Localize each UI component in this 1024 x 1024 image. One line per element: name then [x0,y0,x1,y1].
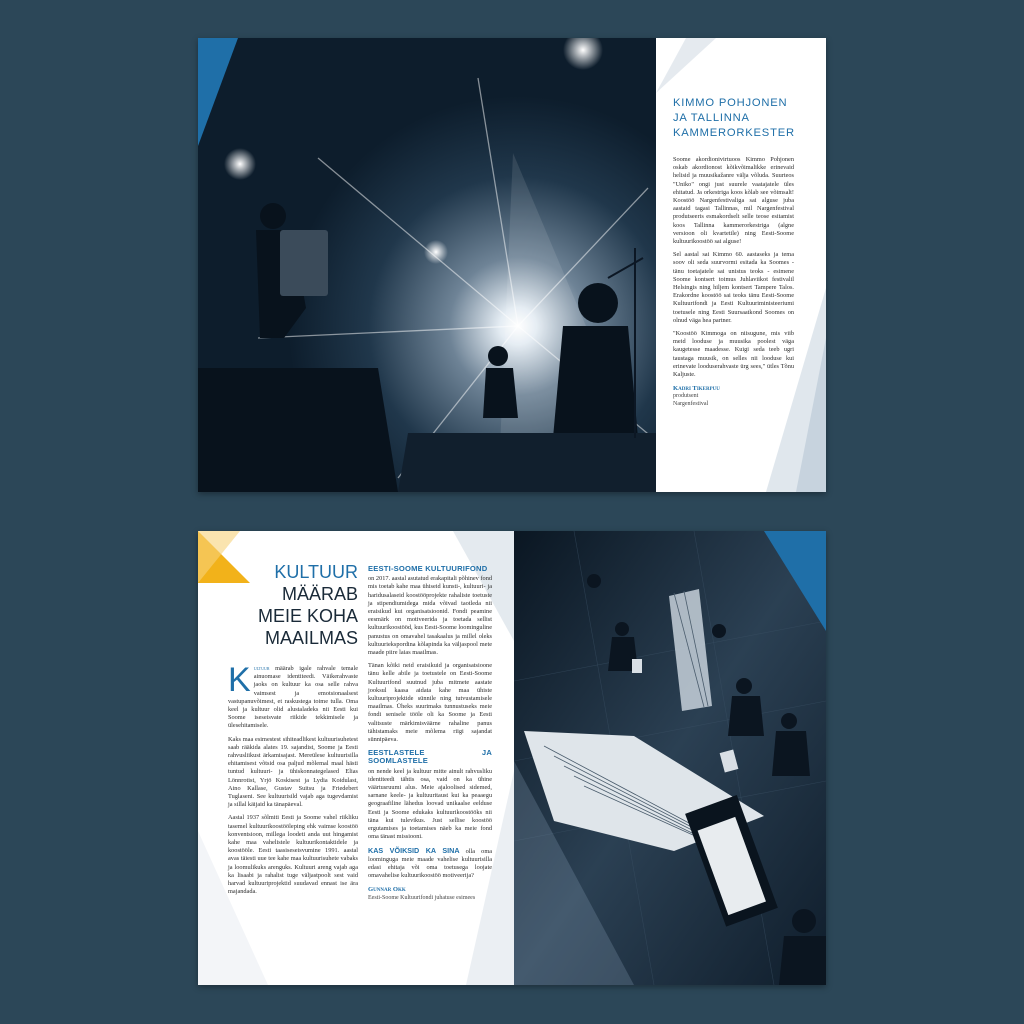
estonians-finns-paragraph: on nende keel ja kultuur mitte ainult rahvusliku identiteedi tähtis osa, vaid on ka ühine väärtusruumi alus. Meie ajaloolised sidemed, sarnane keele- ja kultuuritaust kui ka peaaegu geograafiline lähedus loovad unikaalse eelduse Eesti ja Soome edukaks kultuurikoostööks nii täna kui tulevikus. Just sellise koostöö ergutamises ja toetamises näeb ka meie fond oma tänast missiooni. [368,767,492,841]
title-line-1: KIMMO POHJONEN [673,97,788,109]
title-line-3: MEIE KOHA [257,606,358,626]
intro-column [228,661,358,901]
paragraph-1: määrab igale rahvale temale ainuomase identiteedi. Väikerahvaste jaoks on kultuur ka osa selle rahva vaimsest ja emotsionaalsest vastupanuvõimest, et raskustega toime tulla. Oma keel ja kultuur olid alustaladeks nii Eesti kui Soome iseseisvate riikide tekkimisele ja ülesehitamisele. [228,665,358,730]
article-body [673,156,794,408]
title-line-2: MÄÄRAB [281,584,358,604]
signature-name: Gunnar Okk [368,886,406,894]
paragraph-3: "Koostöö Kimmoga on niisugune, mis viib meid looduse ja muusika poolest väga kaugetesse maadesse. Kuigi seda teeb ugri taustaga muusik, on selles nii looduse kui erinevate looduserahvaste ürg sees," ütles Tõnu Kaljuste. [673,330,794,379]
fund-paragraph-2: Tänan kõiki neid eraisikuid ja organisatsioone tänu kelle abile ja toetustele on Eesti-Soome Kultuurifond suutnud juba mitmete aastate jooksul kaasa aidata kahe maa ühiste kultuuriprojektide sünnile ning tutvustamisele maailmas. Üheks suurimaks tunnustuseks meie fondi senisele tööle oli ka Soome ja Eesti valitsuste märkimisväärne rahaline panus tähistamaks meie mõlema riigi sajandat sünnipäeva. [368,662,492,744]
paragraph-2: Sel aastal sai Kimmo 60. aastaseks ja tema soov oli seda suurvormi esitada ka Soomes - tänu toetajatele sai unistus teoks - esimene Soome kontsert toimus Juhlaviikot festivalil Helsingis ning hiljem kontsert Tampere Talos. Erakordne koostöö sai teoks tänu Eesti-Soome Kultuurifondi ja Eesti Kultuuriministeeriumi toetusele ning Eesti Suursaatkond Soomes on olnud väga hea partner. [673,251,794,324]
concert-photo-chamber-ensemble [514,531,826,985]
article-title [248,561,358,649]
article-title [673,96,803,141]
title-keyword: KULTUUR [274,562,358,582]
title-line-2: JA TALLINNA [673,112,750,124]
paragraph-3: Aastal 1937 sõlmiti Eesti ja Soome vahel riikliku tasemel kultuurikoostööleping ehk vaimse koostöö konventsioon, millega loodeti anda uut hingamist kahe maa vahelistele kultuurikontaktidele ja koostööle. Eesti taasiseseisvumine 1991. aastal avas täiesti uue tee kahe maa kultuurisuhete vabaks ja loomulikuks arenguks. Kultuuri areng vajab aga ka lisaabi ja rahalist tuge väljastpoolt sest vaid harvad kultuuriprojektid suudavad ennast ise ära majandada. [228,814,358,896]
paragraph-2: Kaks maa esimestest sihiteadlikest kultuurisuhetest saab rääkida alates 19. sajandist, Soome ja Eesti rahvusliikust ärkamisajast. Mereülese kultuurisilla ehitamisest võtsid osa paljud mõlemal maal hästi tuntud kultuuri- ja ühiskonnategelased Elias Lönnrotist, Yrjö Koskisest ja Lydia Koidulast, Aino Kallase, Gustav Suitsu ja Friedebert Tuglaseni. See kultuurisild vajab aga tugevdamist ja sillal käijaid ka tänapäeval. [228,735,358,809]
section-heading-estonians-finns: EESTLASTELE JA SOOMLASTELE [368,748,492,766]
question-paragraph [368,847,492,881]
paragraph-1: Soome akordionivirtuoos Kimmo Pohjonen oskab akordionost kõikvõimalikke erinevaid helisid ja muusikažanre välja võluda. Suurteos "Uniko" ongi just suurele vaatajatele üles ehitatud. Ja orkestriga koos kõlab see võimsalt! Koostöö Nargenfestivaliga sai alguse juba aastaid tagasi Tallinnas, mil Nargenfestival produtseeris esmakordselt selle teose esitamist koos Tallinna kammerorkestriga (algne versioon oli kvartetile) ning Eesti-Soome kultuurikoostöö sai alguse! [673,156,794,246]
title-line-3: KAMMERORKESTER [673,127,795,139]
section-heading-question: KAS VÕIKSID KA SINA [368,845,460,855]
title-line-4: MAAILMAS [264,628,358,648]
dropcap: K [228,661,251,699]
signature-name: Kadri Tikerpuu [673,385,720,393]
fund-column [368,561,492,902]
lead-word: ultuur [253,665,270,672]
brochure-spread-top [198,38,826,492]
brochure-spread-bottom [198,531,826,985]
section-heading-fund: EESTI-SOOME KULTUURIFOND [368,564,488,573]
lead-paragraph [228,661,358,731]
question-text: olla oma loominguga meie maade vahelise kultuurisilla edasi ehitaja või oma toetusega loojate omavahelise kultuurikoostöö motiveerija? [368,847,493,880]
fund-paragraph-1: on 2017. aastal asutatud erakapitali põhinev fond mis toetab kahe maa ühiseid kunsti-, kultuuri- ja haridusalaseid koostööprojekte rahaliste toetuste ja stipendiumidega mida võivad taotleda nii eraisikud kui organisatsioonid. Fondi peamine eesmärk on motiveerida ja toetada sellist kultuurikoostööd, kus Eesti-Soome loominguline panustus on omavahel tasakaalus ja millel oleks kultuuriekspordina kõlapinda ka väljaspool mete maade piire laias maailmas. [368,575,492,657]
signature-organization: Nargenfestival [673,400,709,407]
signature-role: Eesti-Soome Kultuurifondi juhatuse esimees [368,894,476,901]
concert-photo-accordion [198,38,656,492]
signature-role: produtsent [673,393,699,400]
